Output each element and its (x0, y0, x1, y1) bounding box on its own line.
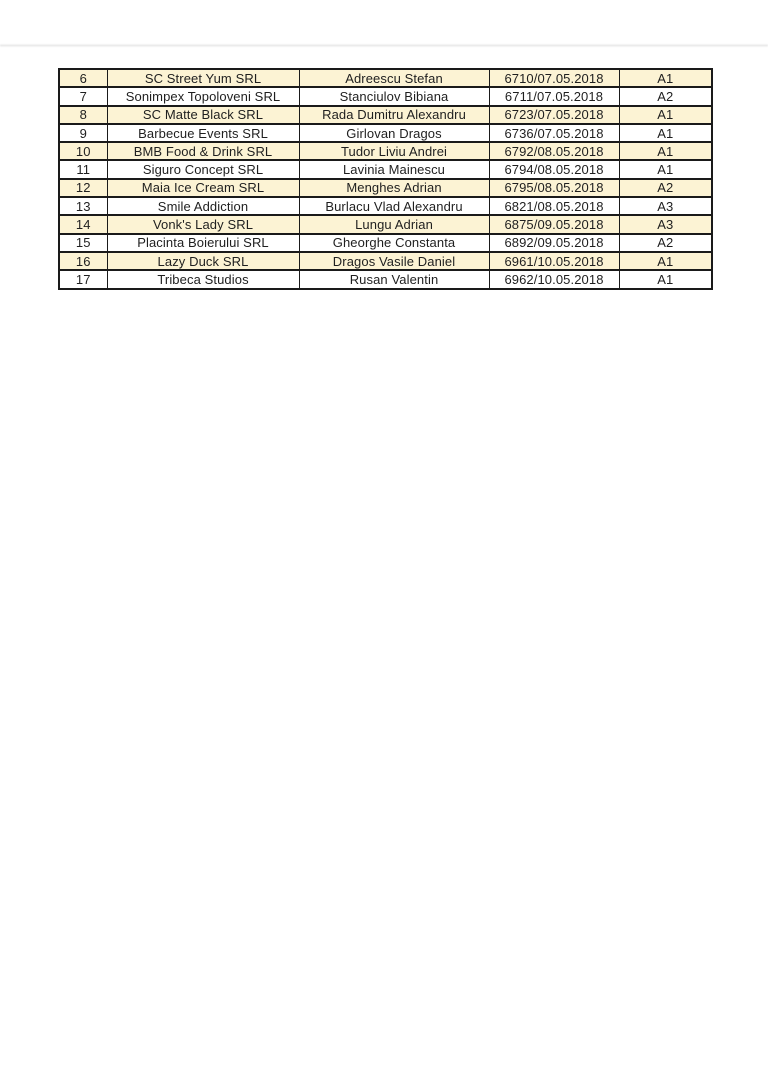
scan-artifact-line (0, 44, 768, 47)
cell-company: Tribeca Studios (107, 270, 299, 288)
cell-num: 6 (59, 69, 107, 87)
cell-num: 17 (59, 270, 107, 288)
cell-code: A3 (619, 197, 712, 215)
cell-company: SC Street Yum SRL (107, 69, 299, 87)
cell-registration: 6723/07.05.2018 (489, 106, 619, 124)
cell-num: 8 (59, 106, 107, 124)
cell-registration: 6821/08.05.2018 (489, 197, 619, 215)
table-row (59, 142, 712, 160)
cell-code: A1 (619, 142, 712, 160)
cell-code: A1 (619, 69, 712, 87)
table-row (59, 179, 712, 197)
cell-num: 9 (59, 124, 107, 142)
cell-registration: 6710/07.05.2018 (489, 69, 619, 87)
cell-company: Lazy Duck SRL (107, 252, 299, 270)
cell-code: A1 (619, 160, 712, 178)
cell-person: Gheorghe Constanta (299, 234, 489, 252)
cell-company: BMB Food & Drink SRL (107, 142, 299, 160)
cell-person: Dragos Vasile Daniel (299, 252, 489, 270)
cell-company: Maia Ice Cream SRL (107, 179, 299, 197)
cell-company: Vonk's Lady SRL (107, 215, 299, 233)
table-row (59, 160, 712, 178)
cell-registration: 6961/10.05.2018 (489, 252, 619, 270)
cell-company: Siguro Concept SRL (107, 160, 299, 178)
cell-num: 7 (59, 87, 107, 105)
cell-company: Smile Addiction (107, 197, 299, 215)
cell-registration: 6892/09.05.2018 (489, 234, 619, 252)
cell-registration: 6736/07.05.2018 (489, 124, 619, 142)
table-row (59, 215, 712, 233)
cell-registration: 6792/08.05.2018 (489, 142, 619, 160)
registration-table (58, 68, 713, 290)
cell-code: A2 (619, 87, 712, 105)
table-row (59, 106, 712, 124)
cell-person: Lungu Adrian (299, 215, 489, 233)
cell-num: 13 (59, 197, 107, 215)
cell-num: 16 (59, 252, 107, 270)
cell-person: Lavinia Mainescu (299, 160, 489, 178)
cell-code: A2 (619, 234, 712, 252)
cell-num: 14 (59, 215, 107, 233)
cell-company: Placinta Boierului SRL (107, 234, 299, 252)
cell-registration: 6794/08.05.2018 (489, 160, 619, 178)
cell-person: Girlovan Dragos (299, 124, 489, 142)
registration-table-container (58, 68, 713, 290)
cell-company: Barbecue Events SRL (107, 124, 299, 142)
cell-person: Burlacu Vlad Alexandru (299, 197, 489, 215)
cell-company: Sonimpex Topoloveni SRL (107, 87, 299, 105)
cell-num: 15 (59, 234, 107, 252)
table-row (59, 69, 712, 87)
cell-code: A3 (619, 215, 712, 233)
cell-person: Rusan Valentin (299, 270, 489, 288)
cell-code: A1 (619, 124, 712, 142)
table-row (59, 270, 712, 288)
cell-num: 11 (59, 160, 107, 178)
cell-code: A1 (619, 270, 712, 288)
cell-person: Stanciulov Bibiana (299, 87, 489, 105)
cell-company: SC Matte Black SRL (107, 106, 299, 124)
table-row (59, 252, 712, 270)
cell-person: Tudor Liviu Andrei (299, 142, 489, 160)
cell-registration: 6795/08.05.2018 (489, 179, 619, 197)
cell-registration: 6711/07.05.2018 (489, 87, 619, 105)
cell-num: 12 (59, 179, 107, 197)
cell-num: 10 (59, 142, 107, 160)
table-row (59, 197, 712, 215)
cell-code: A2 (619, 179, 712, 197)
cell-person: Menghes Adrian (299, 179, 489, 197)
cell-registration: 6962/10.05.2018 (489, 270, 619, 288)
table-row (59, 124, 712, 142)
cell-registration: 6875/09.05.2018 (489, 215, 619, 233)
table-body (59, 69, 712, 289)
cell-code: A1 (619, 252, 712, 270)
cell-person: Rada Dumitru Alexandru (299, 106, 489, 124)
table-row (59, 234, 712, 252)
table-row (59, 87, 712, 105)
cell-person: Adreescu Stefan (299, 69, 489, 87)
cell-code: A1 (619, 106, 712, 124)
